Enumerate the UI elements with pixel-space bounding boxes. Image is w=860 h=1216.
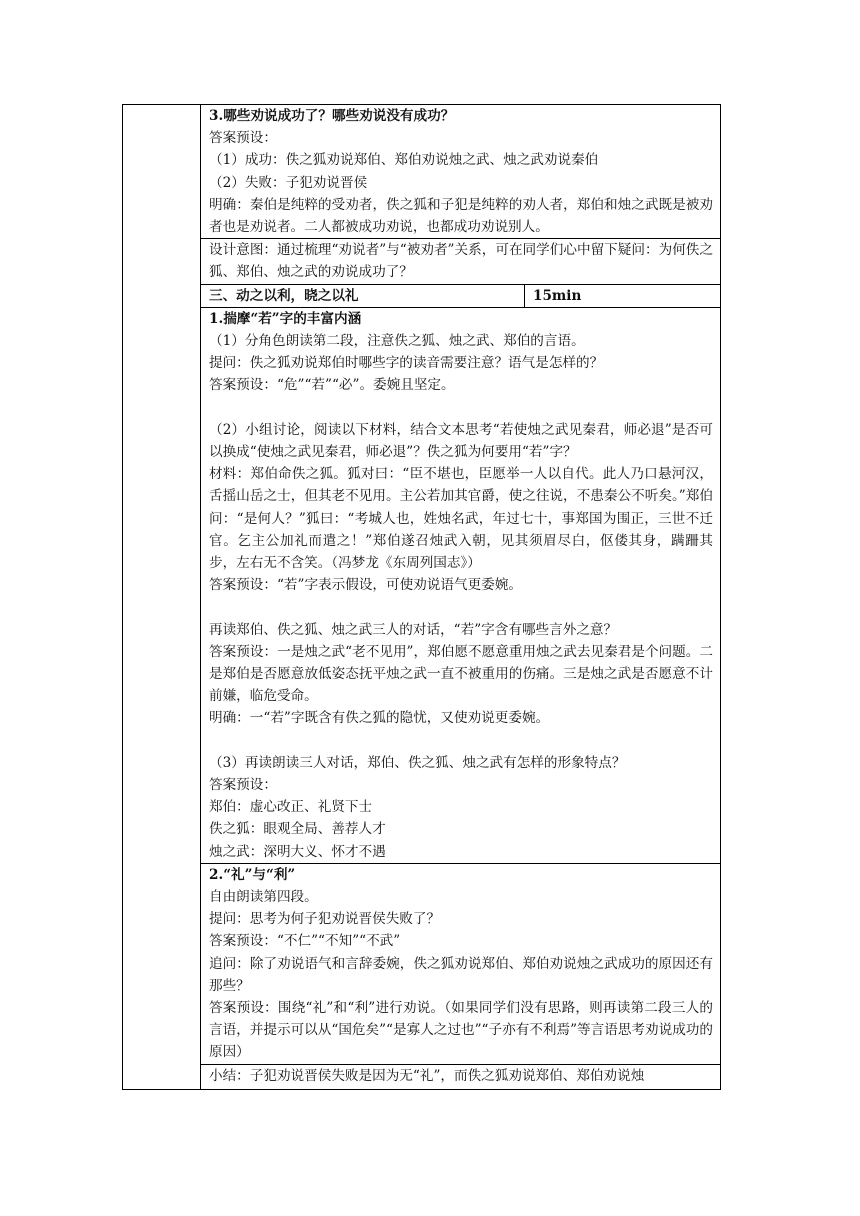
block2-line: 郑伯：虚心改正、礼贤下士 xyxy=(209,799,373,816)
table-row xyxy=(123,863,721,1064)
block2-cell xyxy=(201,307,721,863)
block2-line: 提问：佚之狐劝说郑伯时哪些字的读音需要注意？语气是怎样的？ xyxy=(209,355,604,372)
block2-heading: 1.揣摩“若”字的丰富内涵 xyxy=(209,310,362,327)
block3-heading: 2.“礼”与“利” xyxy=(209,866,296,883)
block2-line: 烛之武：深明大义、怀才不遇 xyxy=(209,843,386,860)
table-row xyxy=(123,105,721,239)
block1-line: 明确：秦伯是纯粹的受劝者，佚之狐和子犯是纯粹的劝人者，郑伯和烛之武既是被劝者也是劝说者。二人都被成功劝说，也都成功劝说别人。 xyxy=(209,196,713,236)
section-title: 三、动之以利，晓之以礼 xyxy=(201,284,525,307)
block2-line: 材料：郑伯命佚之狐。狐对曰：“臣不堪也，臣愿举一人以自代。此人乃口悬河汉，舌摇山岳之士，但其老不见用。主公若加其官爵，使之往说，不患秦公不听矣。”郑伯问：“是何人？”狐曰：“考城人也，姓烛名武，年过七十，事郑国为围正，三世不迁官。乞主公加礼而遣之！”郑伯遂召烛武入朝，见其须眉尽白，伛偻其身，蹒跚其步，左右无不含笑。（冯梦龙《东周列国志》） xyxy=(209,466,713,572)
block2-line: （2）小组讨论，阅读以下材料，结合文本思考“若使烛之武见秦君，师必退”是否可以换成“使烛之武见秦君，师必退”？佚之狐为何要用“若”字？ xyxy=(209,421,713,461)
block2-line: 佚之狐：眼观全局、善荐人才 xyxy=(209,821,386,838)
block1-line: 答案预设： xyxy=(209,130,277,147)
block1-line: （1）成功：佚之狐劝说郑伯、郑伯劝说烛之武、烛之武劝说秦伯 xyxy=(209,152,599,169)
summary-cell: 小结：子犯劝说晋侯失败是因为无“礼”，而佚之狐劝说郑伯、郑伯劝说烛 xyxy=(201,1064,721,1089)
block3-cell xyxy=(201,863,721,1064)
table-row xyxy=(123,1064,721,1089)
block3-line: 提问：思考为何子犯劝说晋侯失败了？ xyxy=(209,911,441,928)
table-row xyxy=(123,239,721,284)
lesson-plan-table xyxy=(122,104,721,1090)
block2-line: 明确：一“若”字既含有佚之狐的隐忧，又使劝说更委婉。 xyxy=(209,710,550,727)
block1-cell xyxy=(201,105,721,239)
block1-line: （2）失败：子犯劝说晋侯 xyxy=(209,174,368,191)
block3-line: 答案预设：围绕“礼”和“利”进行劝说。（如果同学们没有思路，则再读第二段三人的言语，并提示可以从“国危矣”“是寡人之过也”“子亦有不利焉”等言语思考劝说成功的原因） xyxy=(209,1000,713,1061)
blank-line xyxy=(209,596,713,618)
block2-line: 答案预设：一是烛之武“老不见用”，郑伯愿不愿意重用烛之武去见秦君是个问题。二是郑伯是否愿意放低姿态抚平烛之武一直不被重用的伤痛。三是烛之武是否愿意不计前嫌，临危受命。 xyxy=(209,643,713,705)
block3-line: 追问：除了劝说语气和言辞委婉，佚之狐劝说郑伯、郑伯劝说烛之武成功的原因还有那些？ xyxy=(209,955,713,994)
block3-line: 自由朗读第四段。 xyxy=(209,889,318,906)
block3-line: 答案预设：“不仁”“不知”“不武” xyxy=(209,933,401,950)
section-time: 15min xyxy=(525,284,721,307)
block2-line: （3）再读朗读三人对话，郑伯、佚之狐、烛之武有怎样的形象特点？ xyxy=(209,754,626,771)
block2-line: 答案预设：“危”“若”“必”。委婉且坚定。 xyxy=(209,377,455,394)
blank-line xyxy=(209,730,713,752)
design-intent-cell: 设计意图：通过梳理“劝说者”与“被劝者”关系，可在同学们心中留下疑问：为何佚之狐、郑伯、烛之武的劝说成功了？ xyxy=(201,239,721,284)
block2-line: 再读郑伯、佚之狐、烛之武三人的对话，“若”字含有哪些言外之意？ xyxy=(209,621,618,638)
table-row xyxy=(123,307,721,863)
block2-line: 答案预设： xyxy=(209,777,277,794)
block2-line: （1）分角色朗读第二段，注意佚之狐、烛之武、郑伯的言语。 xyxy=(209,333,585,350)
block1-heading: 3.哪些劝说成功了？哪些劝说没有成功？ xyxy=(209,108,455,124)
block2-line: 答案预设：“若”字表示假设，可使劝说语气更委婉。 xyxy=(209,577,522,594)
left-column-cell xyxy=(123,105,201,1090)
blank-line xyxy=(209,397,713,419)
table-row xyxy=(123,284,721,307)
